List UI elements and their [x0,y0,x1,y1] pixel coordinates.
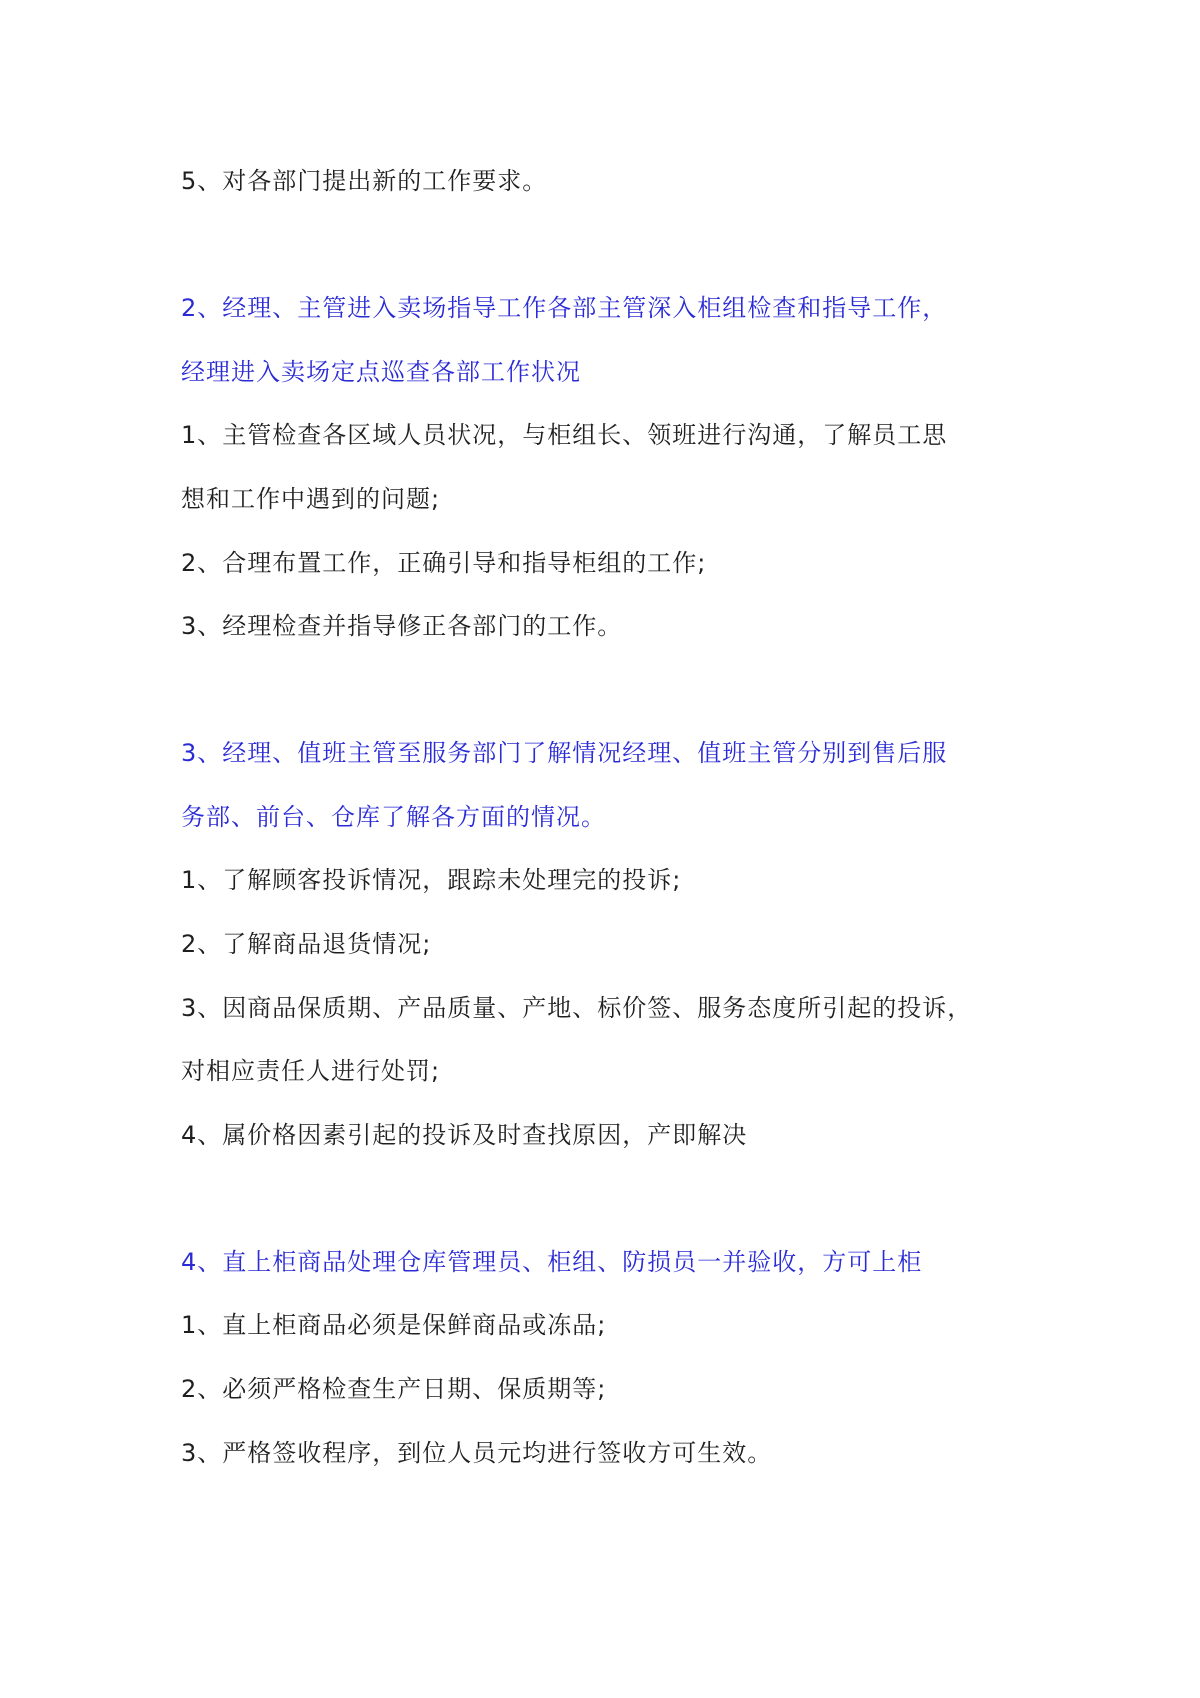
section-heading-4: 4、直上柜商品处理仓库管理员、柜组、防损员一并验收，方可上柜 [181,1248,923,1276]
section-3-item-3-line-2: 对相应责任人进行处罚; [181,1057,441,1085]
section-3-item-2: 2、了解商品退货情况; [181,930,432,958]
section-heading-3-line-2: 务部、前台、仓库了解各方面的情况。 [181,803,606,831]
section-4-item-3: 3、严格签收程序，到位人员元均进行签收方可生效。 [181,1439,773,1467]
section-3-item-3-line-1: 3、因商品保质期、产品质量、产地、标价签、服务态度所引起的投诉， [181,994,973,1022]
section-heading-2-line-2: 经理进入卖场定点巡查各部工作状况 [181,358,581,386]
section-2-item-2: 2、合理布置工作，正确引导和指导柜组的工作; [181,549,707,577]
section-3-item-1: 1、了解顾客投诉情况，跟踪未处理完的投诉; [181,866,682,894]
section-2-item-1-line-1: 1、主管检查各区域人员状况，与柜组长、领班进行沟通，了解员工思 [181,421,948,449]
section-heading-3-line-1: 3、经理、值班主管至服务部门了解情况经理、值班主管分别到售后服 [181,739,948,767]
section-3-item-4: 4、属价格因素引起的投诉及时查找原因，产即解决 [181,1121,748,1149]
section-2-item-3: 3、经理检查并指导修正各部门的工作。 [181,612,623,640]
section-4-item-1: 1、直上柜商品必须是保鲜商品或冻品; [181,1311,607,1339]
section-heading-2-line-1: 2、经理、主管进入卖场指导工作各部主管深入柜组检查和指导工作， [181,294,948,322]
section-4-item-2: 2、必须严格检查生产日期、保质期等; [181,1375,607,1403]
list-item-5-new-requirements: 5、对各部门提出新的工作要求。 [181,167,548,195]
section-2-item-1-line-2: 想和工作中遇到的问题; [181,485,441,513]
